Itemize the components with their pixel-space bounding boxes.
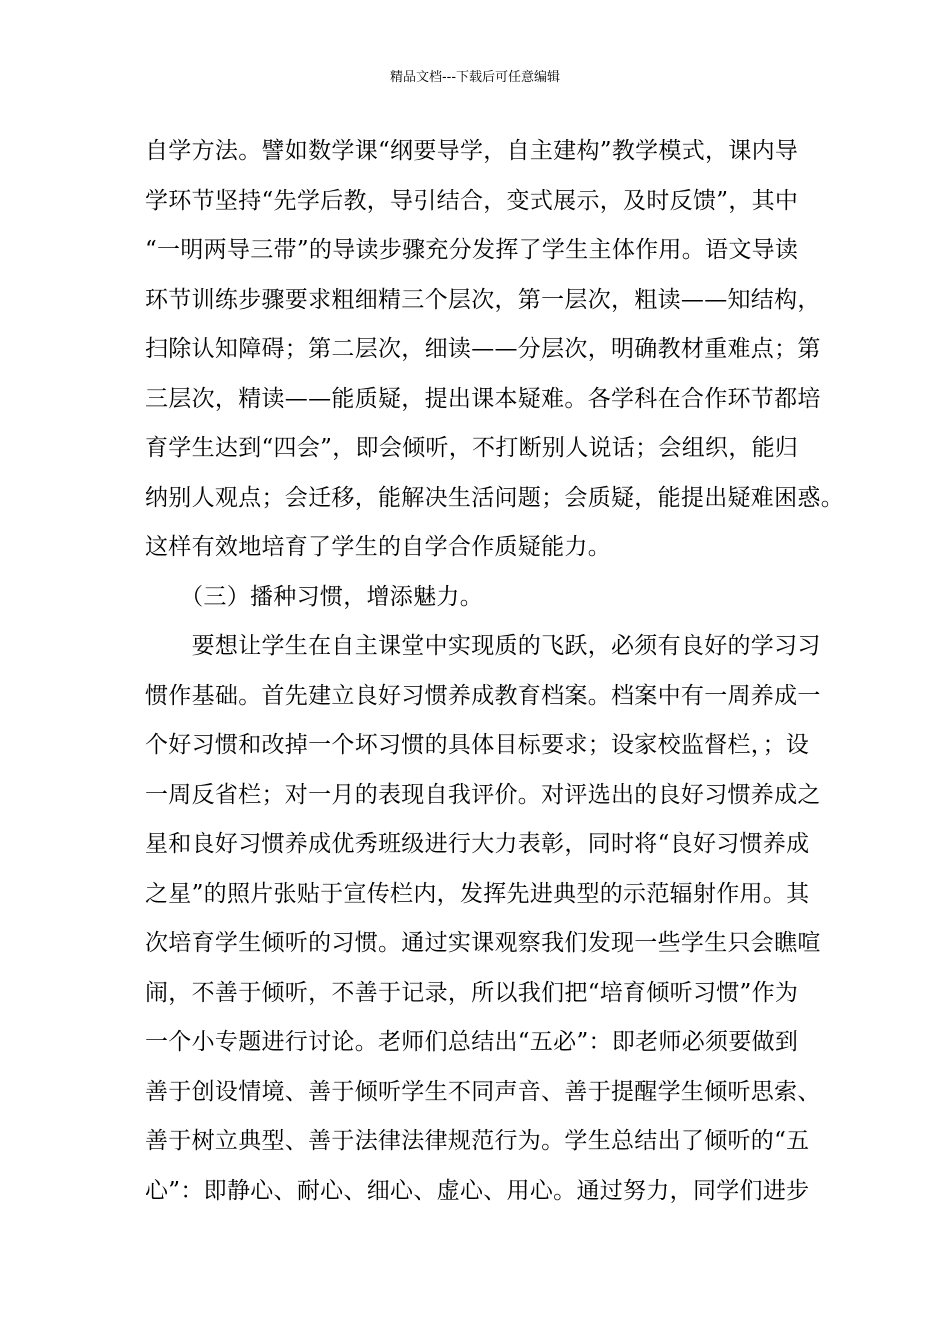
text-line: 三层次，精读——能质疑，提出课本疑难。各学科在合作环节都培 bbox=[145, 385, 821, 412]
text-line: 之星”的照片张贴于宣传栏内，发挥先进典型的示范辐射作用。其 bbox=[145, 880, 810, 907]
text-line: 扫除认知障碍；第二层次，细读——分层次，明确教材重难点；第 bbox=[145, 336, 821, 362]
text-line: 自学方法。譬如数学课“纲要导学，自主建构”教学模式，课内导 bbox=[145, 138, 799, 164]
document-body bbox=[145, 136, 844, 1225]
text-line: 一周反省栏；对一月的表现自我评价。对评选出的良好习惯养成之 bbox=[145, 781, 821, 808]
text-line: 闹，不善于倾听，不善于记录，所以我们把“培育倾听习惯”作为 bbox=[145, 979, 799, 1006]
text-line: 善于创设情境、善于倾听学生不同声音、善于提醒学生倾听思索、 bbox=[145, 1078, 821, 1105]
text-line: 环节训练步骤要求粗细精三个层次，第一层次，粗读——知结构， bbox=[145, 286, 821, 313]
text-line: 这样有效地培育了学生的自学合作质疑能力。 bbox=[145, 534, 611, 560]
text-line: “一明两导三带”的导读步骤充分发挥了学生主体作用。语文导读 bbox=[145, 237, 799, 263]
page-header: 精品文档---下载后可任意编辑 bbox=[389, 70, 561, 85]
text-line: 心”：即静心、耐心、细心、虚心、用心。通过努力，同学们进步 bbox=[145, 1177, 810, 1204]
text-line: 善于树立典型、善于法律法律规范行为。学生总结出了倾听的“五 bbox=[145, 1128, 810, 1154]
text-line: 惯作基础。首先建立良好习惯养成教育档案。档案中有一周养成一 bbox=[145, 682, 821, 709]
text-line: 学环节坚持“先学后教，导引结合，变式展示，及时反馈”，其中 bbox=[145, 187, 799, 214]
text-line: 育学生达到“四会”，即会倾听，不打断别人说话；会组织，能归 bbox=[145, 435, 799, 461]
text-line: 要想让学生在自主课堂中实现质的飞跃，必须有良好的学习习 bbox=[145, 633, 821, 659]
section-heading: （三）播种习惯，增添魅力。 bbox=[145, 583, 483, 610]
text-line: 个好习惯和改掉一个坏习惯的具体目标要求；设家校监督栏，；设 bbox=[145, 732, 810, 758]
text-line: 纳别人观点；会迁移，能解决生活问题；会质疑，能提出疑难困惑。 bbox=[145, 484, 844, 511]
text-line: 次培育学生倾听的习惯。通过实课观察我们发现一些学生只会瞧喧 bbox=[145, 930, 821, 956]
text-line: 一个小专题进行讨论。老师们总结出“五必”：即老师必须要做到 bbox=[145, 1029, 799, 1055]
text-line: 星和良好习惯养成优秀班级进行大力表彰，同时将“良好习惯养成 bbox=[145, 831, 810, 857]
